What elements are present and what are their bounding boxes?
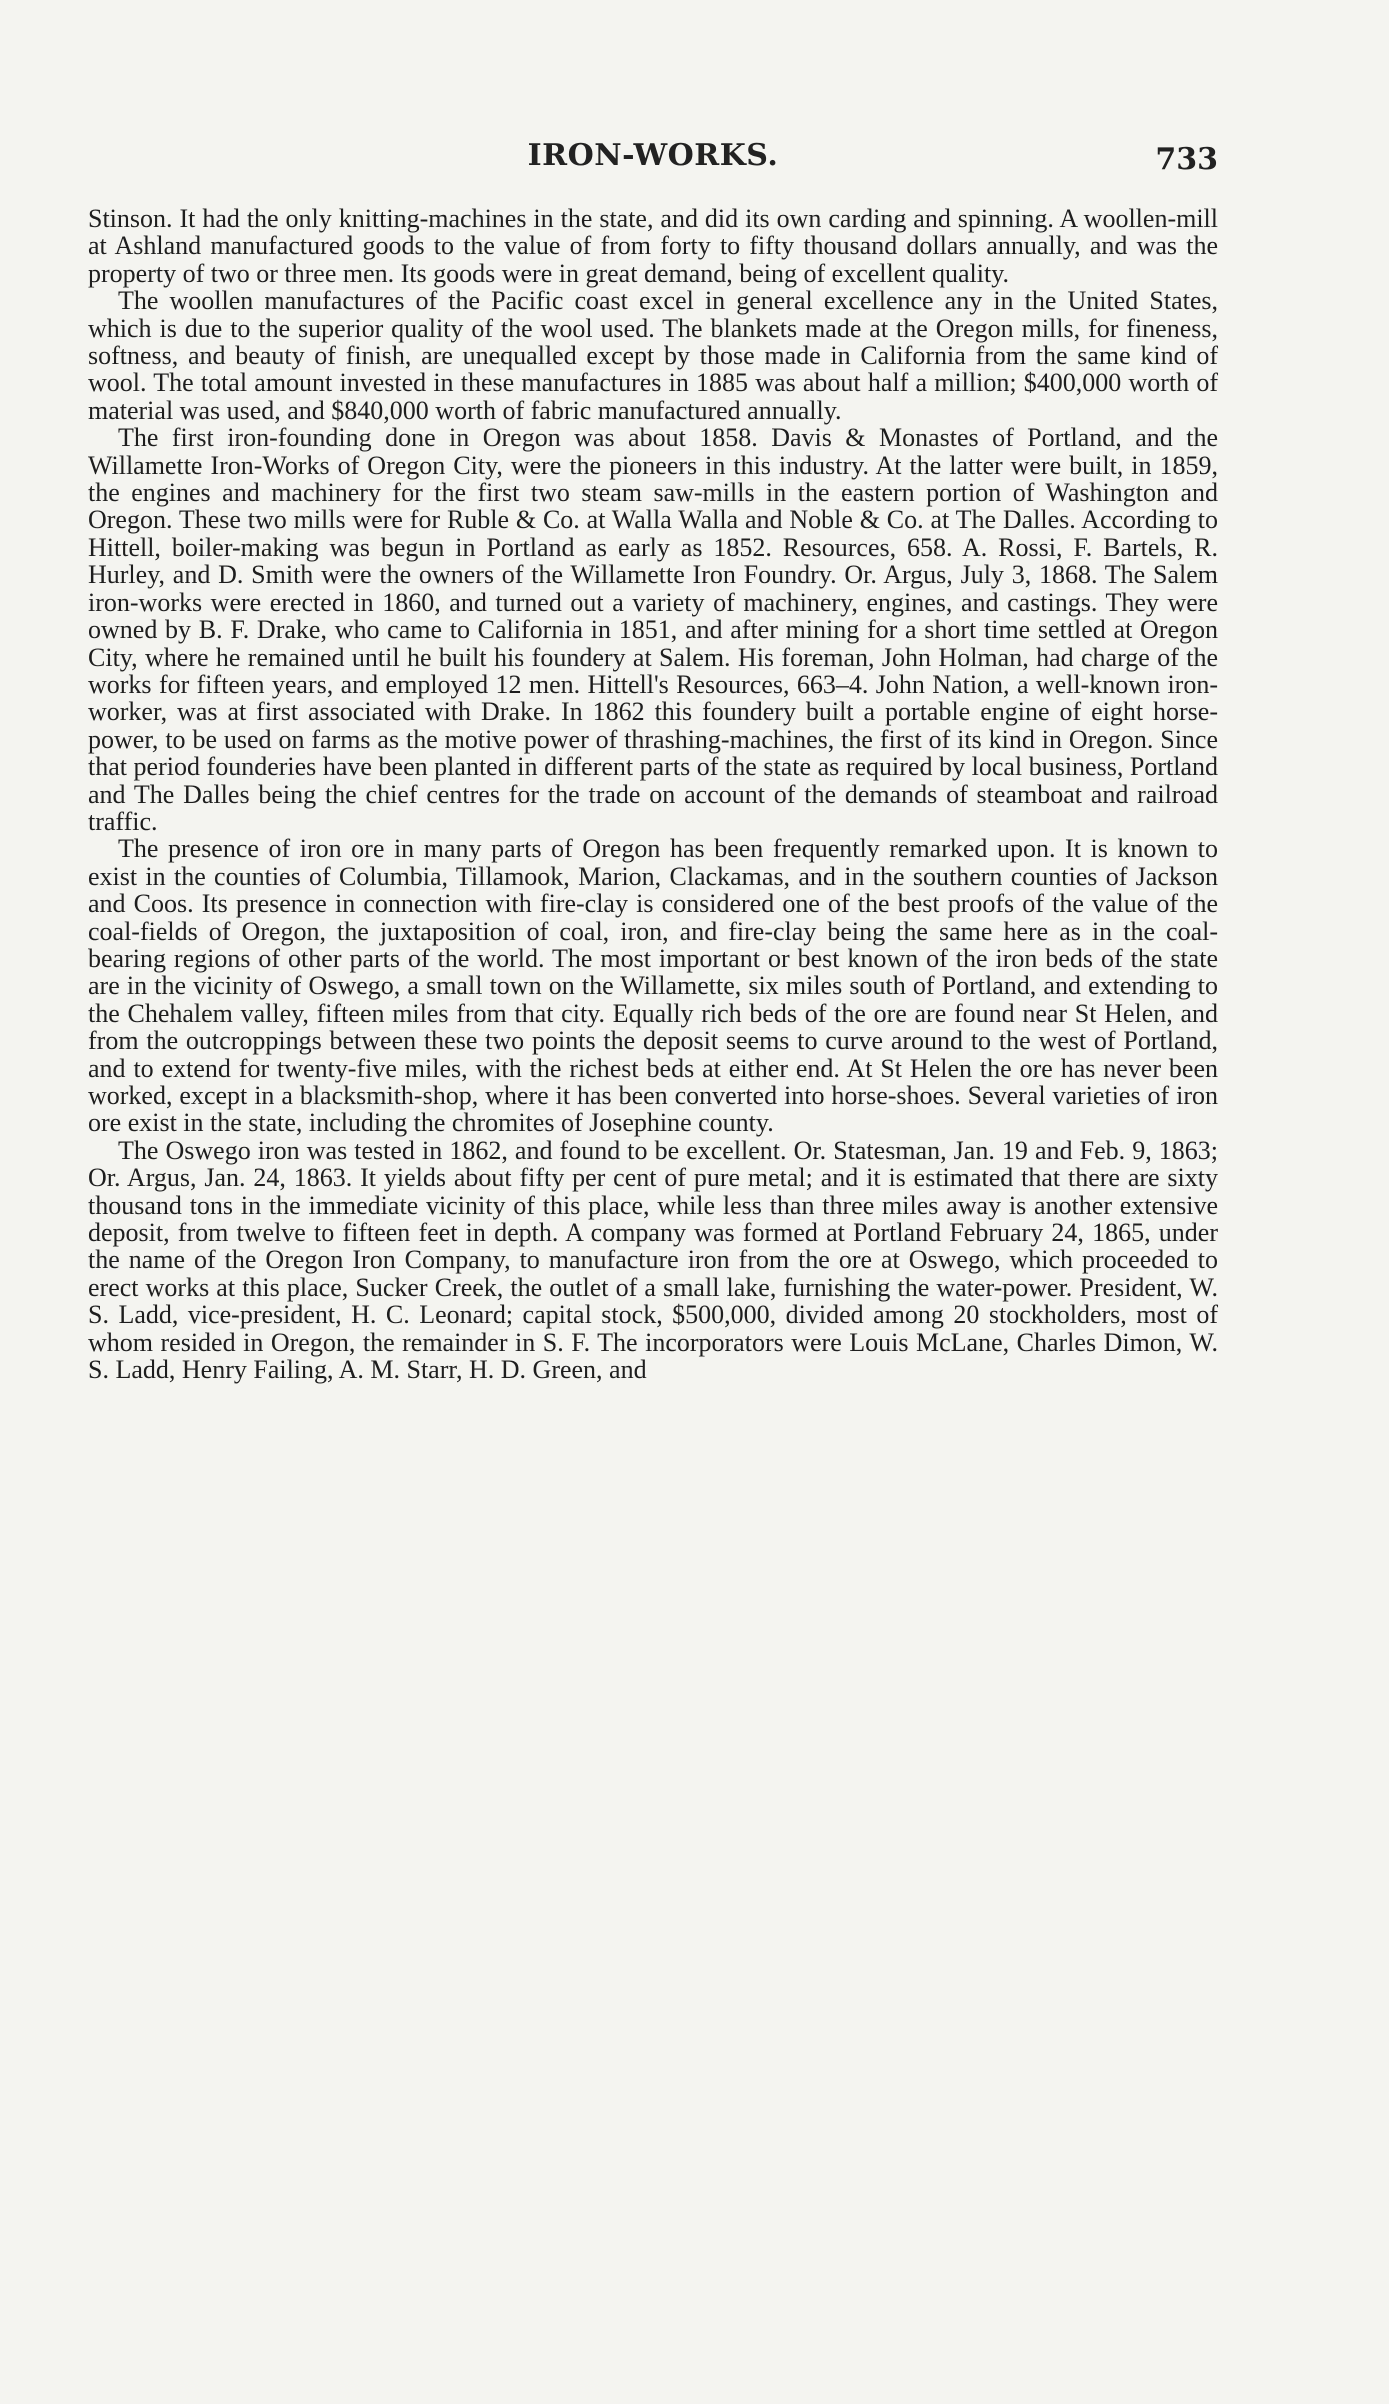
page-number: 733: [1155, 142, 1218, 177]
running-head: [88, 138, 1218, 178]
paragraph-5: The Oswego iron was tested in 1862, and found to be excellent. Or. Statesman, Jan. 19 and Feb. 9, 1863; Or. Argus, Jan. 24, 1863. It yields about fifty per cent of pure metal; and it is estimated that there are sixty thousand tons in the immediate vicinity of this place, while less than three miles away is another extensive deposit, from twelve to fifteen feet in depth. A company was formed at Portland February 24, 1865, under the name of the Oregon Iron Company, to manufacture iron from the ore at Oswego, which proceeded to erect works at this place, Sucker Creek, the outlet of a small lake, furnishing the water-power. President, W. S. Ladd, vice-president, H. C. Leonard; capital stock, $500,000, divided among 20 stockholders, most of whom resided in Oregon, the remainder in S. F. The incorporators were Louis McLane, Charles Dimon, W. S. Ladd, Henry Failing, A. M. Starr, H. D. Green, and: [88, 1135, 1218, 1385]
paragraph-1: Stinson. It had the only knitting-machines in the state, and did its own carding and spinning. A woollen-mill at Ashland manufactured goods to the value of from forty to fifty thousand dollars annually, and was the property of two or three men. Its goods were in great demand, being of excellent quality.: [88, 204, 1218, 288]
body-text: [88, 205, 1218, 1383]
paragraph-3: The first iron-founding done in Oregon was about 1858. Davis & Monastes of Portland, and the Willamette Iron-Works of Oregon City, were the pioneers in this industry. At the latter were built, in 1859, the engines and machinery for the first two steam saw-mills in the eastern portion of Washington and Oregon. These two mills were for Ruble & Co. at Walla Walla and Noble & Co. at The Dalles. According to Hittell, boiler-making was begun in Portland as early as 1852. Resources, 658. A. Rossi, F. Bartels, R. Hurley, and D. Smith were the owners of the Willamette Iron Foundry. Or. Argus, July 3, 1868. The Salem iron-works were erected in 1860, and turned out a variety of machinery, engines, and castings. They were owned by B. F. Drake, who came to California in 1851, and after mining for a short time settled at Oregon City, where he remained until he built his foundery at Salem. His foreman, John Holman, had charge of the works for fifteen years, and employed 12 men. Hittell's Resources, 663–4. John Nation, a well-known iron-worker, was at first associated with Drake. In 1862 this foundery built a portable engine of eight horse-power, to be used on farms as the motive power of thrashing-machines, the first of its kind in Oregon. Since that period founderies have been planted in different parts of the state as required by local business, Portland and The Dalles being the chief centres for the trade on account of the demands of steamboat and railroad traffic.: [88, 423, 1218, 836]
paragraph-4: The presence of iron ore in many parts of Oregon has been frequently remarked upon. It is known to exist in the counties of Columbia, Tillamook, Marion, Clackamas, and in the southern counties of Jackson and Coos. Its presence in connection with fire-clay is considered one of the best proofs of the value of the coal-fields of Oregon, the juxtaposition of coal, iron, and fire-clay being the same here as in the coal-bearing regions of other parts of the world. The most important or best known of the iron beds of the state are in the vicinity of Oswego, a small town on the Willamette, six miles south of Portland, and extending to the Chehalem valley, fifteen miles from that city. Equally rich beds of the ore are found near St Helen, and from the outcroppings between these two points the deposit seems to curve around to the west of Portland, and to extend for twenty-five miles, with the richest beds at either end. At St Helen the ore has never been worked, except in a blacksmith-shop, where it has been converted into horse-shoes. Several varieties of iron ore exist in the state, including the chromites of Josephine county.: [88, 834, 1218, 1138]
running-title: IRON-WORKS.: [527, 138, 779, 173]
paragraph-2: The woollen manufactures of the Pacific coast excel in general excellence any in the United States, which is due to the superior quality of the wool used. The blankets made at the Oregon mills, for fineness, softness, and beauty of finish, are unequalled except by those made in California from the same kind of wool. The total amount invested in these manufactures in 1885 was about half a million; $400,000 worth of material was used, and $840,000 worth of fabric manufactured annually.: [88, 286, 1218, 425]
